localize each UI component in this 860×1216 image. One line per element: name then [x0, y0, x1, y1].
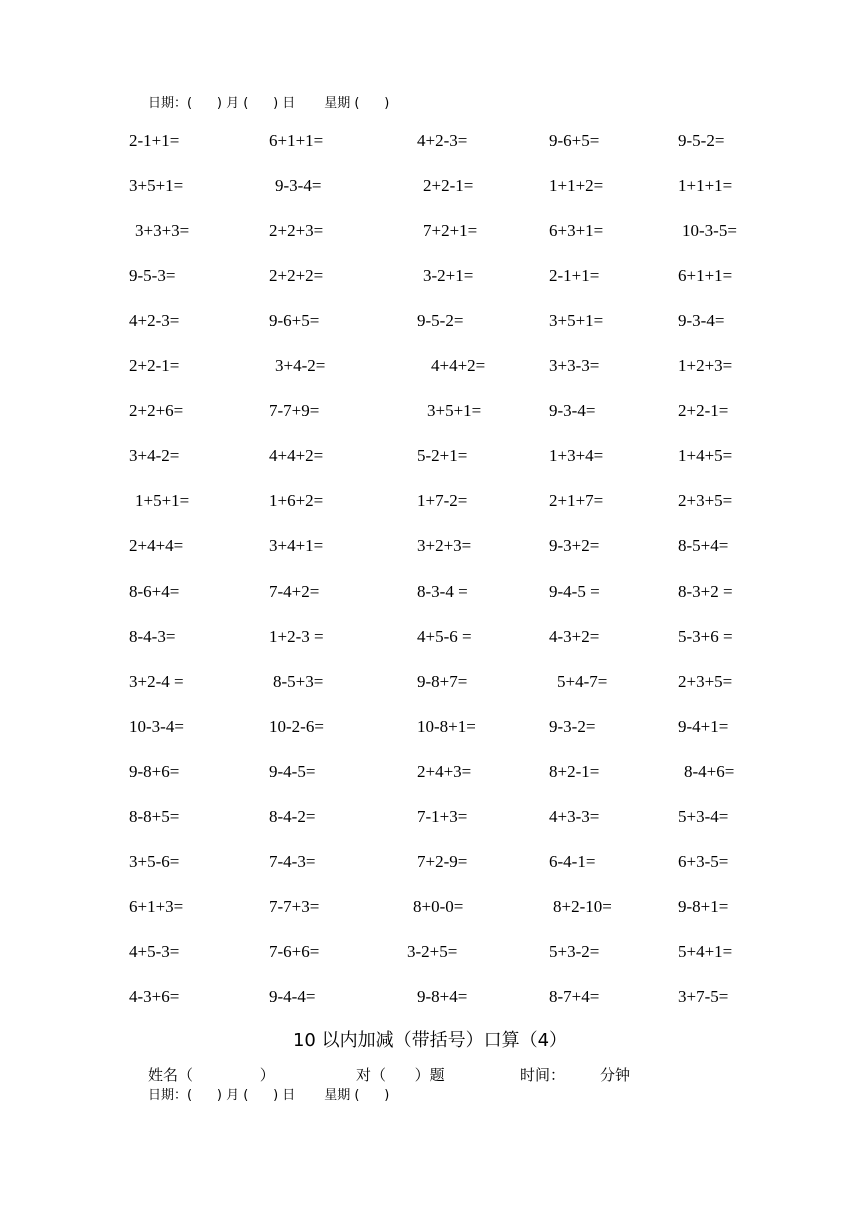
- problem-item: 9-4-5 =: [549, 582, 600, 601]
- problem-item: 3+5+1=: [549, 311, 604, 330]
- problem-item: 8-3+2 =: [678, 582, 733, 601]
- problem-item: 3+4+1=: [269, 536, 324, 555]
- problem-item: 2+2-1=: [678, 401, 729, 420]
- problem-item: 9-4-5=: [269, 762, 316, 781]
- problem-item: 5+3-4=: [678, 807, 729, 826]
- problem-item: 9-8+7=: [417, 672, 468, 691]
- problem-item: 2+2+2=: [269, 266, 324, 285]
- problem-item: 5-2+1=: [417, 446, 468, 465]
- problem-item: 9-4-4=: [269, 987, 316, 1006]
- problem-item: 8-5+3=: [273, 672, 324, 691]
- problem-item: 10-3-4=: [129, 717, 184, 736]
- problem-item: 9-3-4=: [678, 311, 725, 330]
- problem-item: 3+3+3=: [135, 221, 190, 240]
- problem-item: 2-1+1=: [549, 266, 600, 285]
- problem-item: 4+2-3=: [417, 131, 468, 150]
- problem-item: 7-4-3=: [269, 852, 316, 871]
- problem-item: 4+2-3=: [129, 311, 180, 330]
- problem-item: 4-3+2=: [549, 627, 600, 646]
- problem-item: 1+1+2=: [549, 176, 604, 195]
- problem-item: 8-4-3=: [129, 627, 176, 646]
- problem-item: 3+4-2=: [129, 446, 180, 465]
- problem-item: 4+3-3=: [549, 807, 600, 826]
- problem-item: 3+3-3=: [549, 356, 600, 375]
- problem-item: 1+5+1=: [135, 491, 190, 510]
- problem-item: 8+0-0=: [413, 897, 464, 916]
- problem-item: 7-7+9=: [269, 401, 320, 420]
- problem-item: 10-3-5=: [682, 221, 737, 240]
- problem-item: 8-5+4=: [678, 536, 729, 555]
- problem-item: 3+2-4 =: [129, 672, 184, 691]
- problem-item: 1+2+3=: [678, 356, 733, 375]
- problem-item: 6+1+1=: [269, 131, 324, 150]
- problem-item: 6+1+3=: [129, 897, 184, 916]
- problem-item: 5+4-7=: [557, 672, 608, 691]
- problem-item: 4+4+2=: [269, 446, 324, 465]
- problem-item: 8-6+4=: [129, 582, 180, 601]
- problem-item: 9-3+2=: [549, 536, 600, 555]
- problem-item: 3+7-5=: [678, 987, 729, 1006]
- problem-item: 10-8+1=: [417, 717, 476, 736]
- name-field-label: 姓名（ ）: [148, 1066, 275, 1084]
- problem-item: 9-6+5=: [549, 131, 600, 150]
- problem-item: 9-3-4=: [275, 176, 322, 195]
- problem-item: 3+5+1=: [427, 401, 482, 420]
- problem-item: 9-5-3=: [129, 266, 176, 285]
- date-line-top: 日期：( ) 月 ( ) 日 星期 ( ): [148, 96, 390, 111]
- problem-item: 3+4-2=: [275, 356, 326, 375]
- problem-item: 1+7-2=: [417, 491, 468, 510]
- problem-item: 7-4+2=: [269, 582, 320, 601]
- problem-item: 10-2-6=: [269, 717, 324, 736]
- problem-item: 2+4+4=: [129, 536, 184, 555]
- problem-item: 8-4-2=: [269, 807, 316, 826]
- problem-item: 7+2+1=: [423, 221, 478, 240]
- problem-item: 2+2-1=: [129, 356, 180, 375]
- problem-item: 4+4+2=: [431, 356, 486, 375]
- problem-item: 8-8+5=: [129, 807, 180, 826]
- problem-item: 2+3+5=: [678, 672, 733, 691]
- problem-item: 2+4+3=: [417, 762, 472, 781]
- problem-item: 7-6+6=: [269, 942, 320, 961]
- problem-item: 6-4-1=: [549, 852, 596, 871]
- problem-item: 1+2-3 =: [269, 627, 324, 646]
- problem-item: 4+5-3=: [129, 942, 180, 961]
- problem-item: 8-3-4 =: [417, 582, 468, 601]
- problem-item: 9-8+6=: [129, 762, 180, 781]
- problem-item: 3-2+1=: [423, 266, 474, 285]
- problem-item: 9-3-2=: [549, 717, 596, 736]
- problem-item: 8-7+4=: [549, 987, 600, 1006]
- problem-item: 7-1+3=: [417, 807, 468, 826]
- problem-item: 8+2-1=: [549, 762, 600, 781]
- problem-item: 6+1+1=: [678, 266, 733, 285]
- problem-item: 3-2+5=: [407, 942, 458, 961]
- problem-item: 9-6+5=: [269, 311, 320, 330]
- problem-item: 9-4+1=: [678, 717, 729, 736]
- problem-item: 1+3+4=: [549, 446, 604, 465]
- problem-item: 2+2+3=: [269, 221, 324, 240]
- problem-item: 1+1+1=: [678, 176, 733, 195]
- problem-item: 8-4+6=: [684, 762, 735, 781]
- problem-item: 2+1+7=: [549, 491, 604, 510]
- problem-item: 9-5-2=: [417, 311, 464, 330]
- problem-item: 5+4+1=: [678, 942, 733, 961]
- time-label: 时间：: [520, 1066, 566, 1084]
- problem-item: 3+5+1=: [129, 176, 184, 195]
- problem-item: 3+2+3=: [417, 536, 472, 555]
- problem-item: 8+2-10=: [553, 897, 612, 916]
- problem-item: 2-1+1=: [129, 131, 180, 150]
- problem-item: 3+5-6=: [129, 852, 180, 871]
- problem-item: 9-5-2=: [678, 131, 725, 150]
- problem-item: 2+2+6=: [129, 401, 184, 420]
- problem-item: 2+2-1=: [423, 176, 474, 195]
- date-line-bottom: 日期：( ) 月 ( ) 日 星期 ( ): [148, 1088, 390, 1103]
- problem-item: 4+5-6 =: [417, 627, 472, 646]
- problem-item: 9-3-4=: [549, 401, 596, 420]
- problem-item: 1+6+2=: [269, 491, 324, 510]
- minutes-label: 分钟: [600, 1066, 631, 1084]
- problem-item: 6+3-5=: [678, 852, 729, 871]
- problem-item: 9-8+1=: [678, 897, 729, 916]
- problem-item: 7-7+3=: [269, 897, 320, 916]
- problem-item: 9-8+4=: [417, 987, 468, 1006]
- problem-item: 6+3+1=: [549, 221, 604, 240]
- problem-item: 2+3+5=: [678, 491, 733, 510]
- correct-count-label: 对（ ）题: [356, 1066, 445, 1084]
- problem-item: 4-3+6=: [129, 987, 180, 1006]
- problem-item: 7+2-9=: [417, 852, 468, 871]
- section-title: 10 以内加减（带括号）口算（4）: [292, 1030, 568, 1051]
- problem-item: 1+4+5=: [678, 446, 733, 465]
- problem-item: 5-3+6 =: [678, 627, 733, 646]
- problem-item: 5+3-2=: [549, 942, 600, 961]
